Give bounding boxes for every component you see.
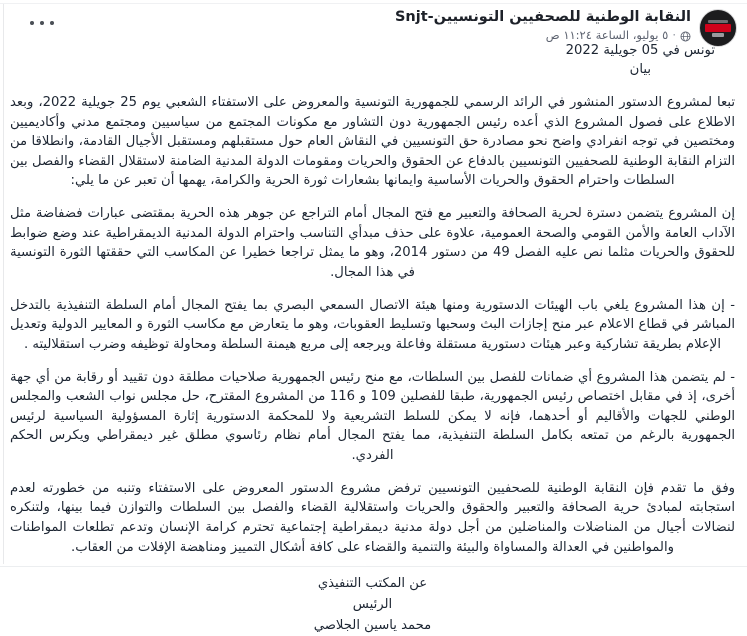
post-meta <box>395 28 691 42</box>
globe-icon <box>680 31 691 42</box>
ellipsis-dot-2 <box>40 21 44 25</box>
post-body <box>6 41 739 636</box>
signature-name: محمد ياسين الجلاصي <box>313 618 432 634</box>
post-paragraph-5: وفق ما تقدم فإن النقابة الوطنية للصحفيين التونسيين ترفض مشروع الدستور المعروض على الاستفتاء وتنبه من خطورته لعدم استجابته لمبادئ حرية الصحافة والتعبير والحقوق والحريات واستقلالية القضاء والفصل بين السلطات والتوازن فيما بينها، ولتنكره لنضالات أجيال من المناضلات والمناضلين من أجل دولة مدنية ديمقراطية إجتماعية تحترم كرامة الإنسان وتدعم تطلعات المواطنات والمواطنين في العدالة والمساواة والبيئة والتنمية والقضاء على كافة أشكال التمييز ومناهضة الإفلات من العقاب. <box>10 480 735 555</box>
frame-divider-left <box>3 4 4 564</box>
ellipsis-dot-3 <box>30 21 34 25</box>
ellipsis-dot-1 <box>50 21 54 25</box>
signature-role: الرئيس <box>352 597 393 613</box>
post-header-text <box>395 8 691 42</box>
meta-separator: · <box>672 28 676 42</box>
post-paragraph-3: - إن هذا المشروع يلغي باب الهيئات الدستورية ومنها هيئة الاتصال السمعي البصري بما يفتح المجال أمام السلطة التنفيذية بالتدخل المباشر في قطاع الاعلام عبر منح إجازات البث وسحبها وتسليط العقوبات، وهو ما يتعارض مع مكاسب الثورة و المعايير الدولية وتعديل الإعلام بطريقة تشاركية وعبر هيئات دستورية مستقلة وفاعلة ويرجعه إلى مربع هيمنة السلطة ومحاولة توظيفه وضرب استقلاليته . <box>10 297 735 352</box>
post-paragraph-4: - لم يتضمن هذا المشروع أي ضمانات للفصل بين السلطات، مع منح رئيس الجمهورية صلاحيات مطلقة دون تقييد أو رقابة من أي جهة أخرى، إذ في مقابل اختصاص رئيس الجمهورية، طبقا للفصلين 109 و 116 من المشروع المقترح، حل مجلس نواب الشعب والمجلس الوطني للجهات والأقاليم أو أحدهما، فإنه لا يمكن للسلط التشريعية ولا للمحكمة الدستورية إثارة المسؤولية السياسية لرئيس الجمهورية بالرغم من تمتعه بكامل السلطة التنفيذية، مما يفتح المجال أمام نظام رئاسوي مطلق غير ديمقراطي ويكرس الحكم الفردي. <box>10 369 736 464</box>
post-options-button[interactable] <box>30 16 54 30</box>
frame-divider-top <box>0 3 747 4</box>
post-timestamp[interactable]: ٥ يوليو، الساعة ١١:٢٤ ص <box>545 28 669 42</box>
post-dateline: تونس في 05 جويلية 2022 <box>565 43 715 58</box>
post-statement-title: بيان <box>629 62 651 77</box>
post-paragraph-2: إن المشروع يتضمن دسترة لحرية الصحافة والتعبير مع فتح المجال أمام التراجع عن جوهر هذه الحرية بمقتضى عبارات فضفاضة مثل الآداب العامة والأمن القومي والصحة العمومية، علاوة على حذف مبدأي التناسب واحترام الدولة المدنية الديمقراطية عند وضع ضوابط للحقوق والحريات مثلما نص عليه الفصل 49 من دستور 2014، وهو ما يمثل تراجعا خطيرا عن المكاسب التي حققتها الثورة التونسية في هذا المجال. <box>10 206 735 280</box>
post-signature <box>6 573 739 636</box>
page-name[interactable]: النقابة الوطنية للصحفيين التونسيين-Snjt <box>394 9 691 25</box>
signature-office: عن المكتب التنفيذي <box>317 576 428 592</box>
post-paragraph-1: تبعا لمشروع الدستور المنشور في الرائد الرسمي للجمهورية التونسية والمعروض على الاستفتاء الشعبي يوم 25 جويلية 2022، وبعد الاطلاع على فصول المشروع الذي أعده رئيس الجمهورية دون التشاور مع مكونات المجتمع من سياسيين ومجتمع مدني وأكاديميين ومختصين في توجه انفرادي واضح نحو مصادرة حق التونسيين في النقاش العام حول مستقبلهم ومستقبل الأجيال القادمة، وانطلاقا من التزام النقابة الوطنية للصحفيين التونسيين بالدفاع عن الحقوق والحريات ومقومات الدولة المدنية الضامنة لاستقلال القضاء والفصل بين السلطات واحترام الحقوق والحريات الأساسية وايمانها بشعارات ثورة الحرية والكرامة، يهمها أن تعبر عن ما يلي: <box>10 95 735 189</box>
